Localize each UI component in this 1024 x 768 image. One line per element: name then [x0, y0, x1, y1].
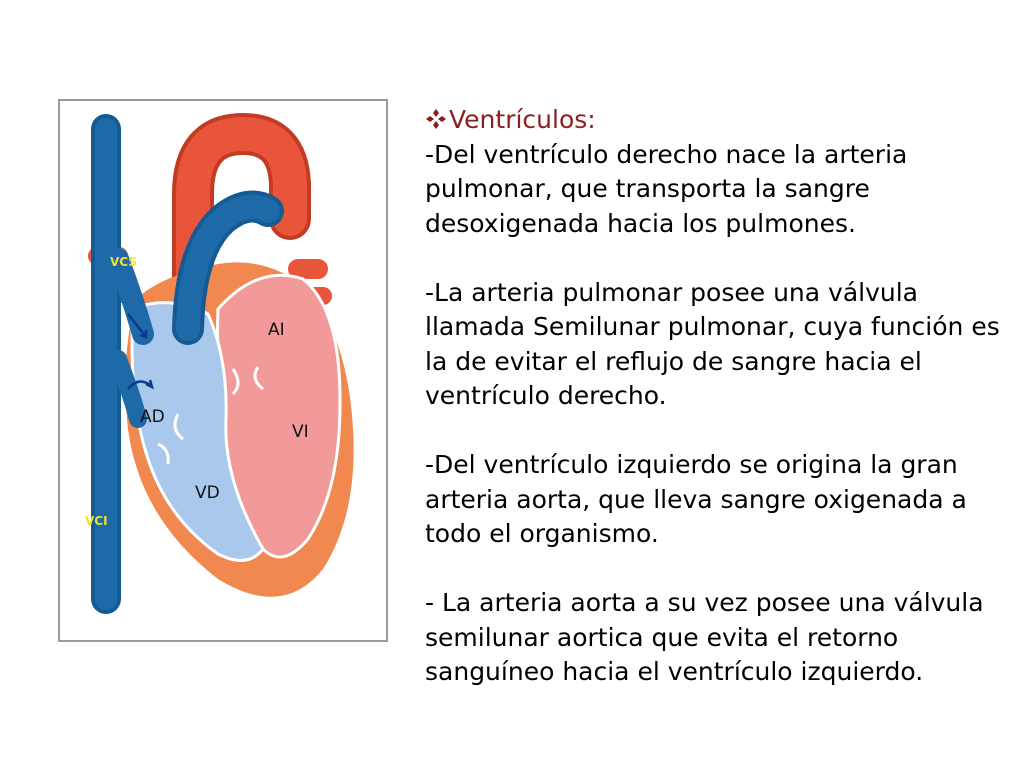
label-vcs: VCS: [110, 255, 137, 269]
spacer: [425, 552, 1010, 587]
heart-diagram: [58, 99, 388, 642]
ventricles-text: [425, 103, 1010, 690]
diamond-bullet-icon: [425, 108, 447, 130]
section-heading: [425, 103, 1010, 138]
heart-illustration: [58, 99, 388, 642]
paragraph-1: -Del ventrículo derecho nace la arteria pulmonar, que transporta la sangre desoxigenada hacia los pulmones.: [425, 139, 908, 238]
label-vci: VCI: [85, 514, 108, 528]
label-vd: VD: [195, 483, 220, 503]
spacer: [425, 241, 1010, 276]
paragraph-3: -Del ventrículo izquierdo se origina la gran arteria aorta, que lleva sangre oxigenada a todo el organismo.: [425, 450, 967, 548]
paragraph-4: - La arteria aorta a su vez posee una válvula semilunar aortica que evita el retorno sanguíneo hacia el ventrículo izquierdo.: [425, 588, 984, 686]
label-vi: VI: [292, 422, 309, 442]
label-ai: AI: [268, 320, 285, 340]
spacer: [425, 414, 1010, 449]
heading-text: Ventrículos:: [449, 105, 596, 134]
label-ad: AD: [140, 407, 165, 427]
paragraph-2: -La arteria pulmonar posee una válvula llamada Semilunar pulmonar, cuya función es la de evitar el reflujo de sangre hacia el ventrículo derecho.: [425, 277, 1000, 410]
